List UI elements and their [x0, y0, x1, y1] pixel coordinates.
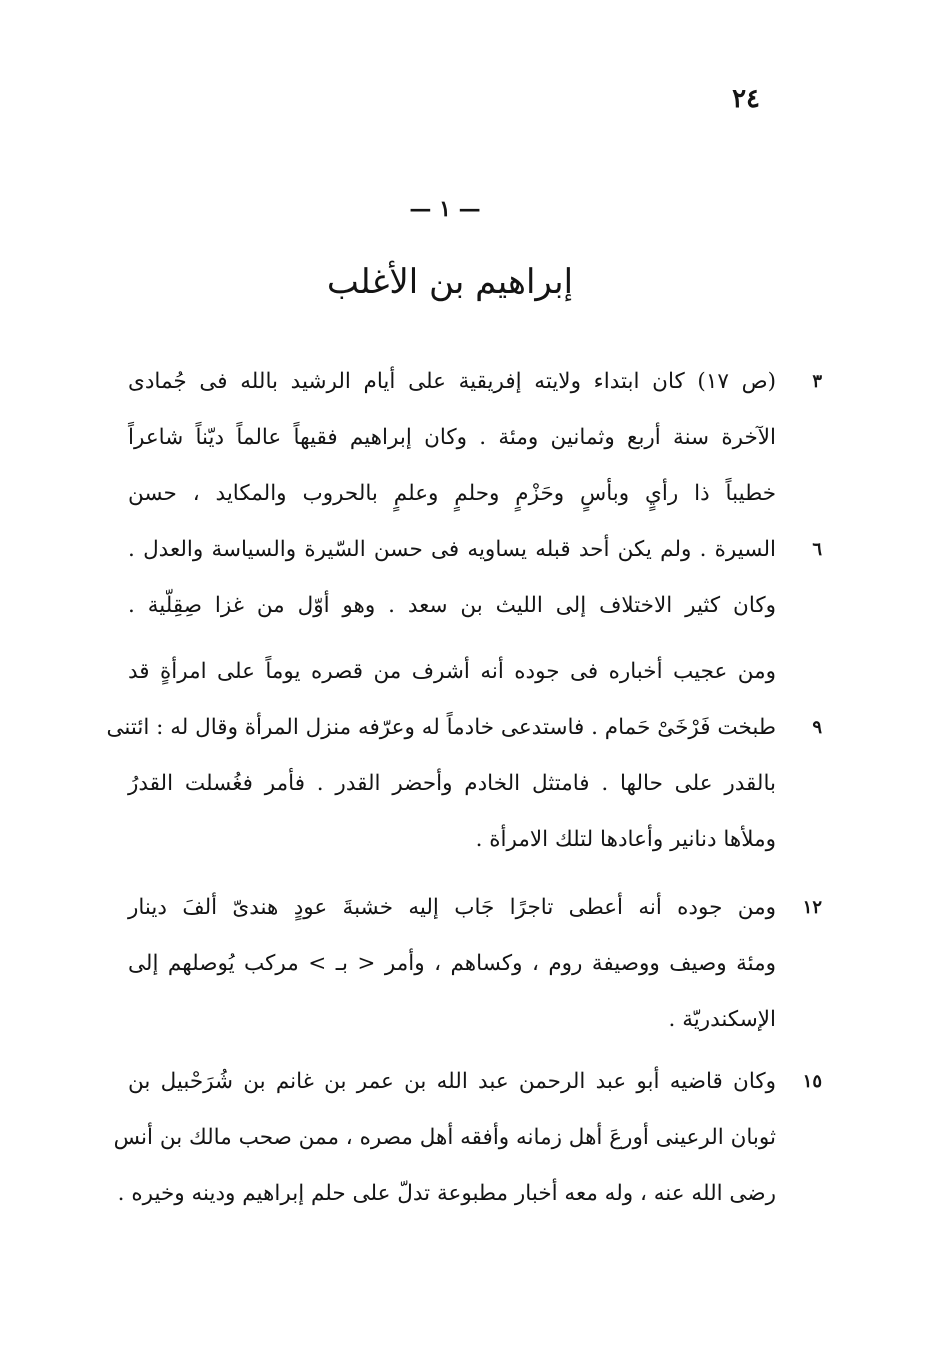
text-line — [128, 1054, 822, 1110]
entry-title: إبراهيم بن الأغلب — [326, 262, 574, 302]
line-text: وكان كثير الاختلاف إلى الليث بن سعد . وهو أوّل من غزا صِقِلّية . — [128, 593, 776, 618]
paragraph-2 — [106, 644, 822, 868]
line-number: ٦ — [812, 539, 822, 560]
line-text: ومئة وصيف ووصيفة روم ، وكساهم ، وأمر < بـ > مركب يُوصلهم إلى — [128, 951, 776, 976]
line-text: ومن عجيب أخباره فى جوده أنه أشرف من قصره يوماً على امرأةٍ قد — [128, 659, 776, 684]
entry-number: — ١ — — [409, 196, 481, 222]
text-line — [117, 1166, 776, 1222]
text-line — [128, 880, 822, 936]
line-text: ثوبان الرعينى أورعَ أهل زمانه وأفقه أهل مصره ، ممن صحب مالك بن أنس — [113, 1125, 776, 1150]
line-text: خطيباً ذا رأيٍ وبأسٍ وحَزْمٍ وحلمٍ وعلمٍ بالحروب والمكايد ، حسن — [128, 481, 776, 506]
line-number: ١٢ — [802, 897, 822, 918]
paragraph-1 — [128, 354, 822, 634]
text-line — [106, 700, 822, 756]
text-line — [128, 354, 822, 410]
text-line — [128, 644, 776, 700]
line-text: السيرة . ولم يكن أحد قبله يساويه فى حسن السّيرة والسياسة والعدل . — [128, 537, 776, 562]
line-number: ٣ — [812, 371, 822, 392]
line-text: الإسكندريّة . — [668, 1007, 776, 1032]
text-line — [128, 992, 776, 1048]
paragraph-3 — [128, 880, 822, 1048]
line-text: (ص ١٧) كان ابتداء ولايته إفريقية على أيام الرشيد بالله فى جُمادى — [128, 369, 776, 394]
line-text: رضى الله عنه ، وله معه أخبار مطبوعة تدلّ على حلم إبراهيم ودينه وخيره . — [117, 1181, 776, 1206]
text-line — [128, 756, 776, 812]
line-number: ١٥ — [802, 1071, 822, 1092]
text-line — [113, 1110, 776, 1166]
line-text: ومن جوده أنه أعطى تاجرًا جَاب إليه خشبةَ عودٍ هندىّ ألفَ دينار — [128, 895, 776, 920]
paragraph-4 — [113, 1054, 822, 1222]
text-line — [128, 578, 776, 634]
line-number: ٩ — [812, 717, 822, 738]
line-text: بالقدر على حالها . فامتثل الخادم وأحضر القدر . فأمر فغُسلت القدرُ — [128, 771, 776, 796]
text-line — [128, 466, 776, 522]
page-number: ٢٤ — [732, 84, 760, 114]
line-text: طبخت فَرْخَىْ حَمام . فاستدعى خادماً له وعرّفه منزل المرأة وقال له : ائتنى — [106, 715, 776, 740]
text-line — [128, 812, 776, 868]
text-line — [128, 410, 776, 466]
line-text: الآخرة سنة أربع وثمانين ومئة . وكان إبراهيم فقيهاً عالماً ديّناً شاعراً — [128, 425, 776, 450]
text-line — [128, 936, 776, 992]
line-text: وملأها دنانير وأعادها لتلك الامرأة . — [475, 827, 776, 852]
line-text: وكان قاضيه أبو عبد الرحمن عبد الله بن عمر بن غانم بن شُرَحْبيل بن — [128, 1069, 776, 1094]
text-line — [128, 522, 822, 578]
